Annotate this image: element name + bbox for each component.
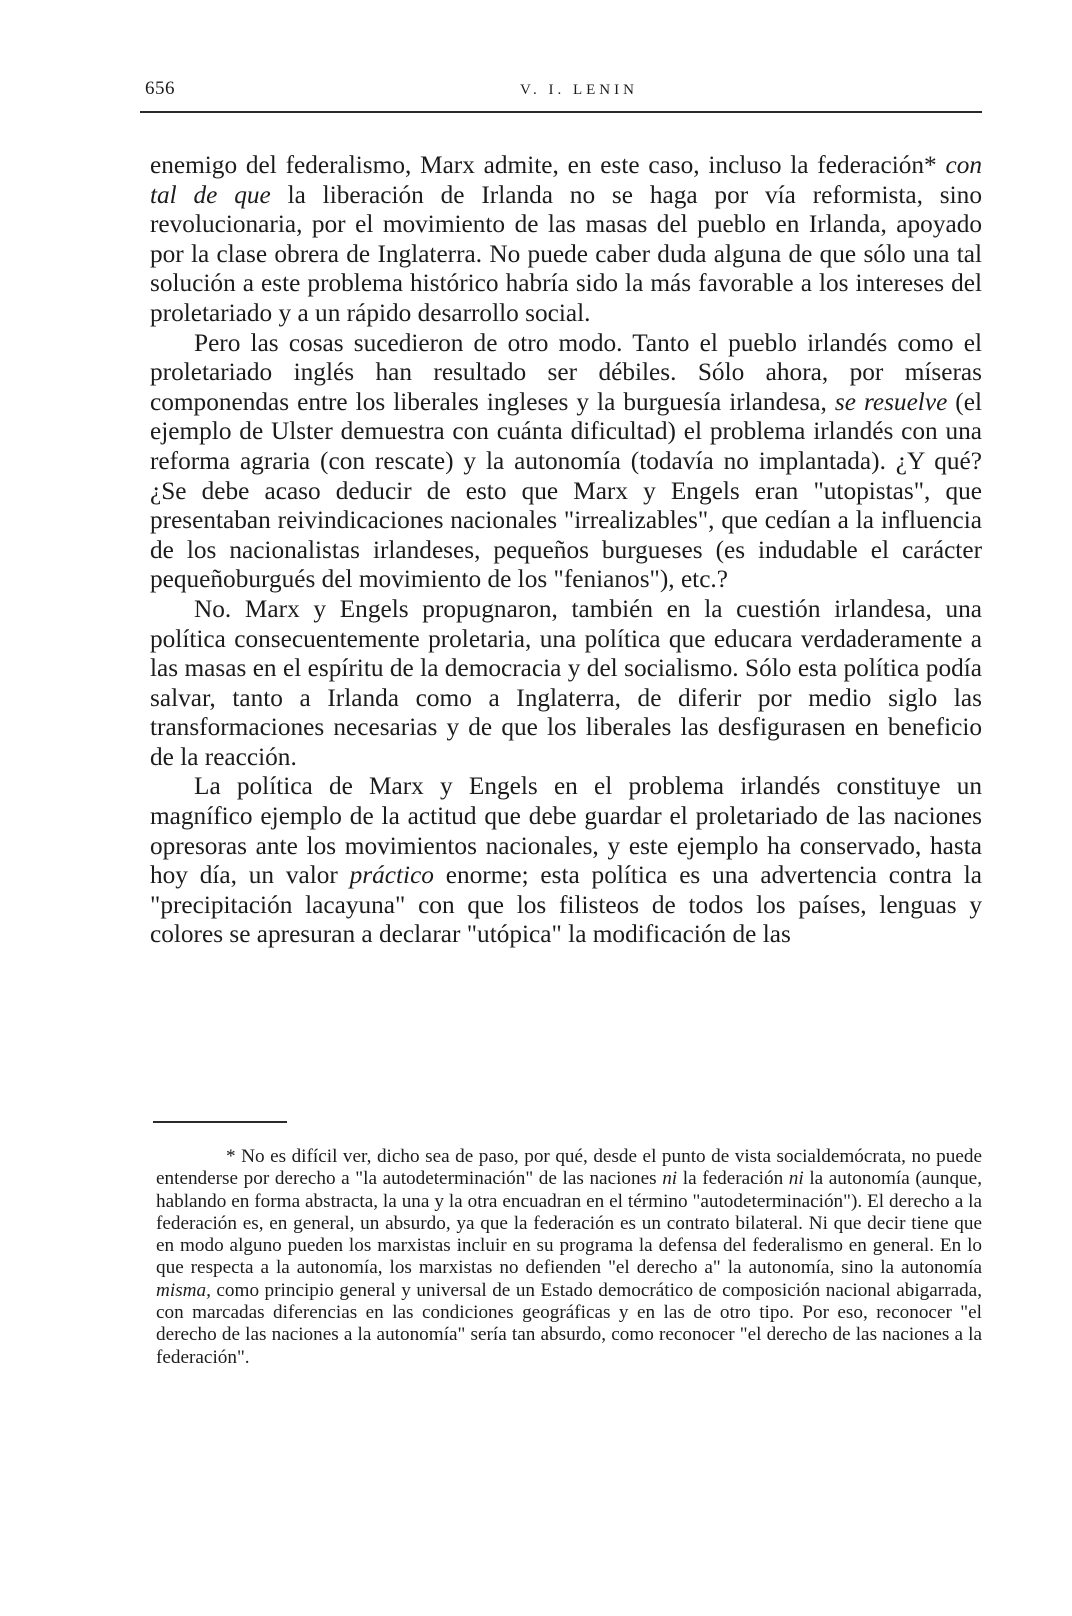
- footnote-text-b: la federación: [677, 1168, 789, 1190]
- paragraph-1-italic: con tal de que: [150, 151, 982, 209]
- footnote-text-c: la autonomía (aunque, hablando en forma abstracta, la una y la otra encuadran en el término "autodeterminación"). El derecho a la federación es, en general, un absurdo, ya que la federación es un contrato bilateral. Ni que decir tiene que en modo alguno pueden los marxistas incluir en su programa la defensa del federalismo en general. En lo que respecta a la autonomía, los marxistas no defienden "el derecho a" la autonomía, sino la autonomía: [156, 1168, 982, 1279]
- paragraph-2: [150, 329, 982, 595]
- paragraph-1-text-a: enemigo del federalismo, Marx admite, en este caso, incluso la federación*: [150, 151, 946, 179]
- paragraph-2-text-a: Pero las cosas sucedieron de otro modo. Tanto el pueblo irlandés como el proletariado inglés han resultado ser débiles. Sólo ahora, por míseras componendas entre los liberales ingleses y la burguesía irlandesa,: [150, 328, 982, 416]
- paragraph-4: [150, 772, 982, 950]
- paragraph-3: No. Marx y Engels propugnaron, también en la cuestión irlandesa, una política consecuentemente proletaria, una política que educara verdaderamente a las masas en el espíritu de la democracia y del socialismo. Sólo esta política podía salvar, tanto a Irlanda como a Inglaterra, de diferir por medio siglo las transformaciones necesarias y de que los liberales las desfigurasen en beneficio de la reacción.: [150, 594, 982, 771]
- paragraph-1: [150, 151, 982, 329]
- footnote: [156, 1146, 982, 1369]
- header-rule: [140, 111, 982, 113]
- paragraph-4-text-a: La política de Marx y Engels en el problema irlandés constituye un magnífico ejemplo de la actitud que debe guardar el proletariado de las naciones opresoras ante los movimientos nacionales, y este ejemplo ha conservado, hasta hoy día, un valor: [150, 772, 982, 890]
- footnote-italic-3: misma,: [156, 1279, 211, 1301]
- footnote-text-a: * No es difícil ver, dicho sea de paso, por qué, desde el punto de vista socialdemócrata, no puede entenderse por derecho a "la autodeterminación" de las naciones: [156, 1146, 982, 1190]
- paragraph-1-text-b: la liberación de Irlanda no se haga por vía reformista, sino revolucionaria, por el movimiento de las masas del pueblo en Irlanda, apoyado por la clase obrera de Inglaterra. No puede caber duda alguna de que sólo una tal solución a este problema histórico habría sido la más favorable a los intereses del proletariado y a un rápido desarrollo social.: [150, 180, 982, 327]
- footnote-paragraph: [156, 1146, 982, 1369]
- footnote-rule: [153, 1121, 287, 1123]
- main-text: [150, 151, 982, 950]
- footnote-italic-2: ni: [788, 1168, 804, 1190]
- running-head: V. I. LENIN: [520, 82, 638, 98]
- page-number: 656: [145, 78, 175, 99]
- footnote-text-d: como principio general y universal de un Estado democrático de composición nacional abigarrada, con marcadas diferencias en las condiciones geográficas y en las de otro tipo. Por eso, reconocer "el derecho de las naciones a la autonomía" sería tan absurdo, como reconocer "el derecho de las naciones a la federación".: [156, 1279, 982, 1368]
- page-header: [145, 74, 983, 114]
- paragraph-2-text-b: (el ejemplo de Ulster demuestra con cuánta dificultad) el problema irlandés con una reforma agraria (con rescate) y la autonomía (todavía no implantada). ¿Y qué? ¿Se debe acaso deducir de esto que Marx y Engels eran "utopistas", que presentaban reivindicaciones nacionales "irrealizables", que cedían a la influencia de los nacionalistas irlandeses, pequeños burgueses (es indudable el carácter pequeñoburgués del movimiento de los "fenianos"), etc.?: [150, 387, 982, 594]
- paragraph-4-italic: práctico: [349, 861, 434, 890]
- paragraph-4-text-b: enorme; esta política es una advertencia contra la "precipitación lacayuna" con que los filisteos de todos los países, lenguas y colores se apresuran a declarar "utópica" la modificación de las: [150, 861, 983, 949]
- paragraph-2-italic: se resuelve: [834, 387, 948, 416]
- footnote-italic-1: ni: [662, 1168, 678, 1190]
